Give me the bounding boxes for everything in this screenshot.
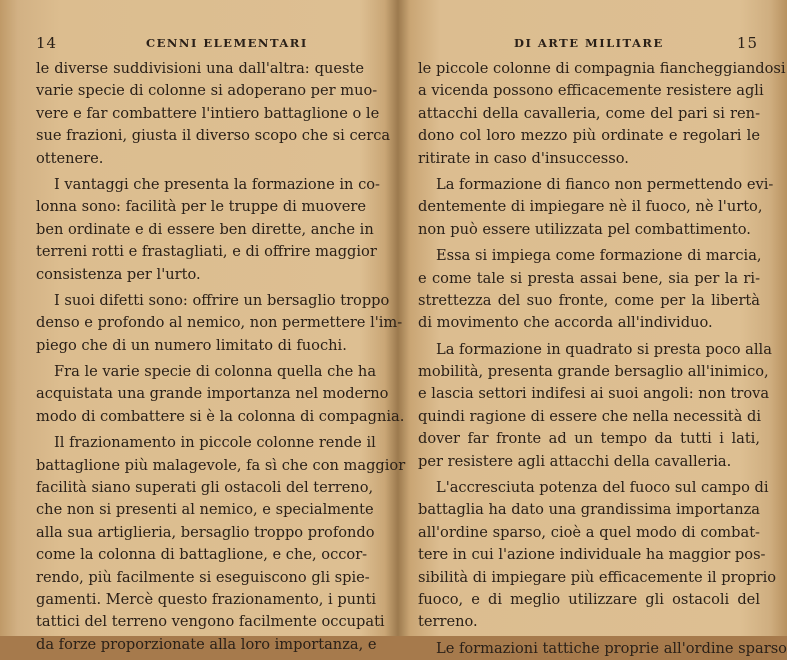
text-line: terreno.: [418, 613, 478, 631]
text-line: attacchi della cavalleria, come del pari si ren-: [418, 104, 760, 122]
text-line: dover far fronte ad un tempo da tutti i lati,: [418, 430, 760, 448]
right-page: [398, 0, 787, 657]
text-line: L'accresciuta potenza del fuoco sul campo di: [436, 479, 769, 497]
text-line: Il frazionamento in piccole colonne rende il: [54, 434, 376, 452]
text-line: sibilità di impiegare più efficacemente il proprio: [418, 568, 777, 586]
text-line: consistenza per l'urto.: [36, 265, 201, 283]
page-number: 14: [36, 34, 58, 52]
text-line: di movimento che accorda all'individuo.: [418, 314, 713, 332]
text-line: denso e profondo al nemico, non permettere l'im-: [36, 314, 403, 332]
text-line: ben ordinate e di essere ben dirette, anche in: [36, 220, 374, 238]
text-line: acquistata una grande importanza nel moderno: [36, 385, 389, 403]
text-line: piego che di un numero limitato di fuochi.: [36, 336, 347, 354]
text-line: le diverse suddivisioni una dall'altra: queste: [36, 60, 364, 77]
text-line: gamenti. Mercè questo frazionamento, i punti: [36, 590, 376, 608]
text-line: battaglione più malagevole, fa sì che con maggior: [36, 456, 406, 474]
text-line: I suoi difetti sono: offrire un bersaglio troppo: [54, 291, 390, 309]
text-line: non può essere utilizzata pel combattimento.: [418, 220, 751, 238]
text-line: dentemente di impiegare nè il fuoco, nè l'urto,: [418, 198, 763, 216]
text-line: Le formazioni tattiche proprie all'ordine sparso: [436, 639, 787, 657]
text-line: mobilità, presenta grande bersaglio all'inimico,: [418, 363, 769, 381]
text-line: rendo, più facilmente si eseguiscono gli spie-: [36, 568, 370, 586]
text-line: varie specie di colonne si adoperano per muo-: [36, 82, 378, 100]
left-page-text: [36, 58, 406, 656]
text-line: I vantaggi che presenta la formazione in co-: [54, 175, 380, 193]
text-line: che non si presenti al nemico, e specialmente: [36, 501, 374, 519]
text-line: le piccole colonne di compagnia fiancheggiandosi: [418, 60, 786, 77]
text-line: modo di combattere si è la colonna di compagnia.: [36, 407, 405, 425]
text-line: dono col loro mezzo più ordinate e regolari le: [418, 127, 760, 145]
text-line: La formazione in quadrato si presta poco alla: [436, 340, 772, 358]
text-line: come la colonna di battaglione, e che, occor-: [36, 546, 368, 564]
text-line: vere e far combattere l'intiero battaglione o le: [36, 104, 380, 122]
text-line: Fra le varie specie di colonna quella che ha: [54, 363, 377, 381]
text-line: all'ordine sparso, cioè a quel modo di combat-: [418, 523, 760, 541]
text-line: ritirate in caso d'insuccesso.: [418, 149, 629, 167]
right-page-text: [418, 58, 787, 660]
left-page-header: [36, 34, 362, 54]
page-number: 15: [736, 34, 758, 52]
text-line: fuoco, e di meglio utilizzare gli ostacoli del: [418, 590, 760, 608]
text-line: tere in cui l'azione individuale ha maggior pos-: [418, 546, 766, 564]
text-line: battaglia ha dato una grandissima importanza: [418, 501, 760, 519]
text-line: facilità siano superati gli ostacoli del terreno,: [36, 479, 374, 497]
text-line: terreni rotti e frastagliati, e di offrire maggior: [36, 243, 377, 261]
text-line: tattici del terreno vengono facilmente occupati: [36, 613, 385, 631]
text-line: strettezza del suo fronte, come per la libertà: [418, 291, 760, 309]
text-line: sue frazioni, giusta il diverso scopo che si cerca: [36, 127, 391, 145]
text-line: quindi ragione di essere che nella necessità di: [418, 407, 762, 425]
running-title: DI ARTE MILITARE: [514, 36, 664, 50]
text-line: da forze proporzionate alla loro importanza, e: [36, 635, 377, 653]
text-line: lonna sono: facilità per le truppe di muovere: [36, 198, 366, 216]
text-line: e lascia settori indifesi ai suoi angoli: non trova: [418, 385, 770, 403]
text-line: Essa si impiega come formazione di marcia,: [436, 247, 762, 265]
running-title: CENNI ELEMENTARI: [146, 36, 308, 50]
text-line: a vicenda possono efficacemente resistere agli: [418, 82, 764, 100]
text-line: ottenere.: [36, 149, 104, 167]
text-line: alla sua artiglieria, bersaglio troppo profondo: [36, 523, 375, 541]
text-line: La formazione di fianco non permettendo evi-: [436, 175, 774, 193]
text-line: e come tale si presta assai bene, sia per la ri-: [418, 269, 760, 287]
right-page-header: [418, 34, 758, 54]
text-line: per resistere agli attacchi della cavalleria.: [418, 452, 732, 470]
